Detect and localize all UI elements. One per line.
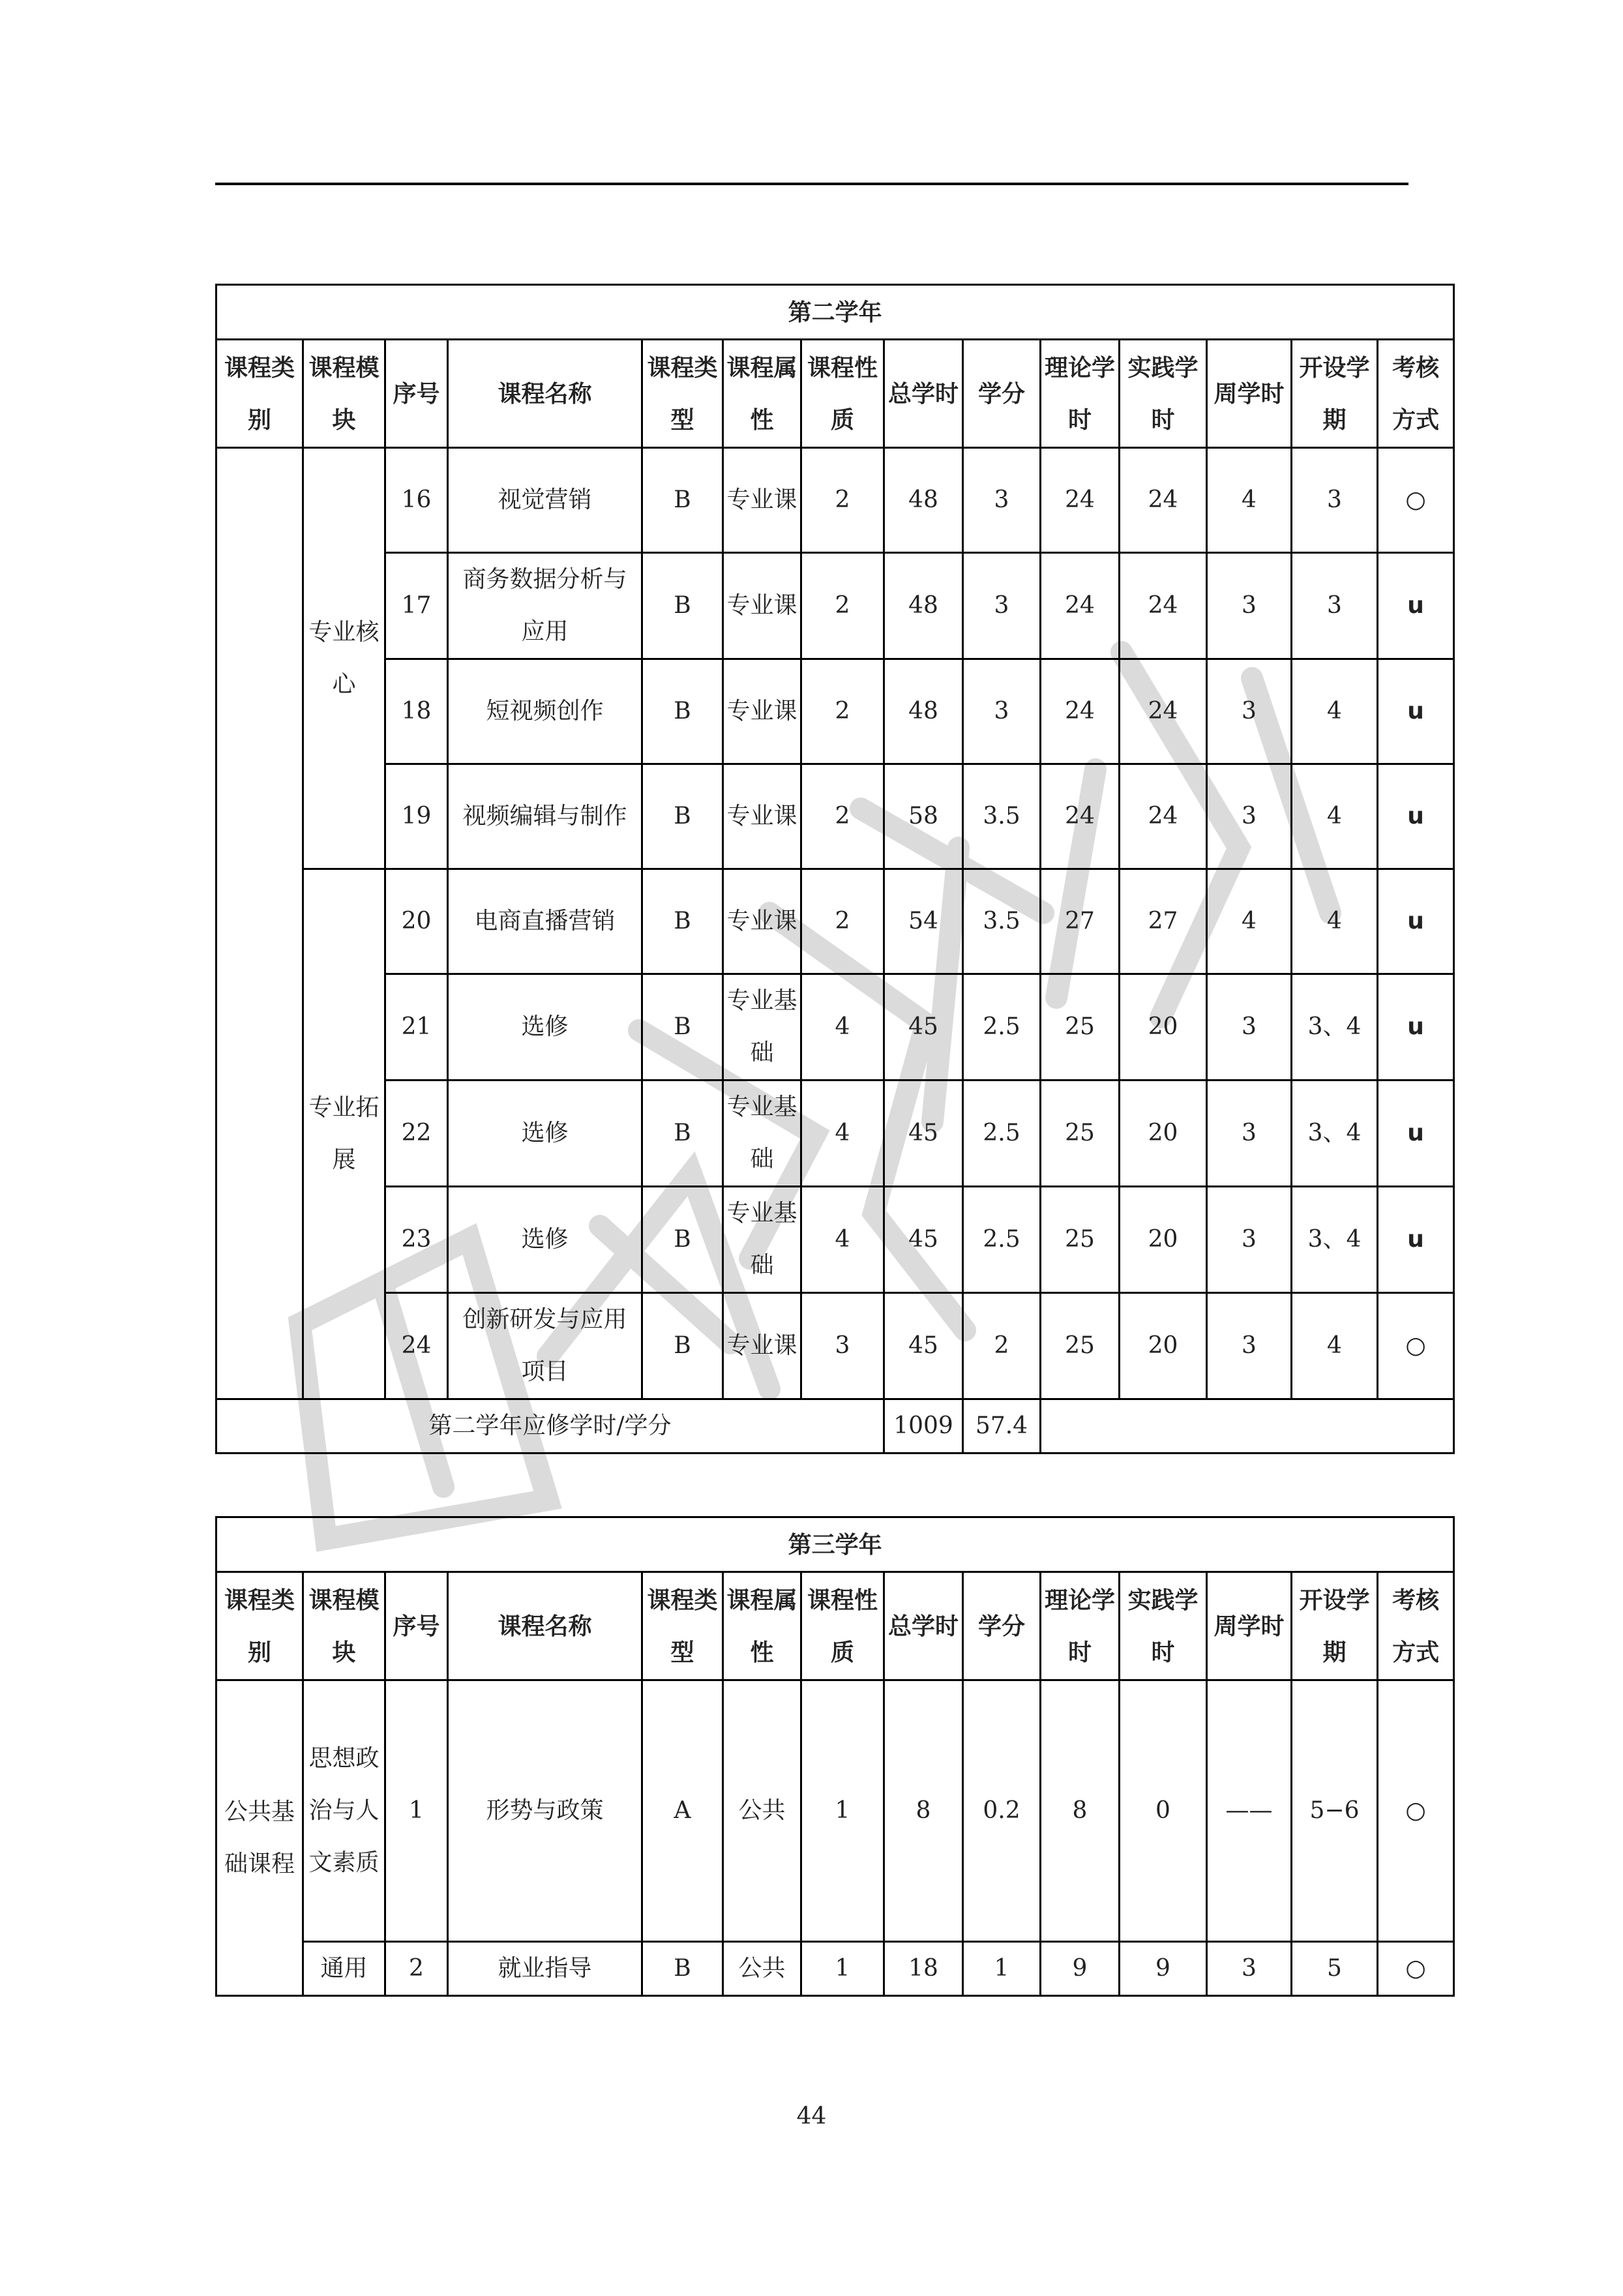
summary-credit: 57.4 bbox=[963, 1399, 1041, 1454]
row-name: 形势与政策 bbox=[448, 1680, 642, 1942]
row-type: B bbox=[642, 553, 723, 659]
row-type: A bbox=[642, 1680, 723, 1942]
row-term: 4 bbox=[1292, 764, 1378, 869]
table-row bbox=[216, 659, 1454, 764]
row-type: B bbox=[642, 1942, 723, 1996]
row-theory: 9 bbox=[1041, 1942, 1120, 1996]
header-practice: 实践学时 bbox=[1120, 340, 1207, 448]
row-attr: 专业基础 bbox=[723, 974, 801, 1081]
row-hours: 18 bbox=[884, 1942, 963, 1996]
row-name: 选修 bbox=[448, 1187, 642, 1293]
row-no: 19 bbox=[385, 764, 448, 869]
row-credit: 3.5 bbox=[963, 764, 1041, 869]
row-weekly: 3 bbox=[1207, 974, 1292, 1081]
row-weekly: 3 bbox=[1207, 553, 1292, 659]
row-practice: 20 bbox=[1120, 1187, 1207, 1293]
row-no: 20 bbox=[385, 869, 448, 974]
row-term: 5 bbox=[1292, 1942, 1378, 1996]
row-hours: 48 bbox=[884, 448, 963, 553]
row-credit: 0.2 bbox=[963, 1680, 1041, 1942]
row-no: 17 bbox=[385, 553, 448, 659]
table-row bbox=[216, 1081, 1454, 1187]
header-rule bbox=[215, 183, 1408, 185]
row-no: 23 bbox=[385, 1187, 448, 1293]
summary-empty bbox=[1041, 1399, 1454, 1454]
header-name: 课程名称 bbox=[448, 340, 642, 448]
row-theory: 25 bbox=[1041, 1293, 1120, 1399]
row-attr: 公共 bbox=[723, 1680, 801, 1942]
table-row bbox=[216, 1293, 1454, 1399]
header-term: 开设学期 bbox=[1292, 1572, 1378, 1680]
row-type: B bbox=[642, 448, 723, 553]
row-exam: u bbox=[1378, 553, 1454, 659]
row-practice: 24 bbox=[1120, 764, 1207, 869]
header-hours: 总学时 bbox=[884, 1572, 963, 1680]
row-term: 5−6 bbox=[1292, 1680, 1378, 1942]
header-attr: 课程属性 bbox=[723, 1572, 801, 1680]
summary-label: 第二学年应修学时/学分 bbox=[216, 1399, 884, 1454]
row-weekly: 3 bbox=[1207, 1942, 1292, 1996]
table-row bbox=[216, 1187, 1454, 1293]
row-name: 商务数据分析与应用 bbox=[448, 553, 642, 659]
header-theory: 理论学时 bbox=[1041, 340, 1120, 448]
row-theory: 24 bbox=[1041, 553, 1120, 659]
row-exam: u bbox=[1378, 974, 1454, 1081]
row-no: 18 bbox=[385, 659, 448, 764]
row-nature: 2 bbox=[801, 869, 884, 974]
row-exam: u bbox=[1378, 764, 1454, 869]
header-category: 课程类别 bbox=[216, 1572, 303, 1680]
row-hours: 48 bbox=[884, 659, 963, 764]
header-no: 序号 bbox=[385, 1572, 448, 1680]
row-hours: 45 bbox=[884, 974, 963, 1081]
row-practice: 24 bbox=[1120, 448, 1207, 553]
row-theory: 25 bbox=[1041, 1187, 1120, 1293]
year3-title: 第三学年 bbox=[216, 1517, 1454, 1572]
row-term: 3 bbox=[1292, 448, 1378, 553]
row-weekly: 3 bbox=[1207, 764, 1292, 869]
summary-row bbox=[216, 1399, 1454, 1454]
row-nature: 2 bbox=[801, 553, 884, 659]
table-row bbox=[216, 869, 1454, 974]
row-no: 21 bbox=[385, 974, 448, 1081]
row-practice: 0 bbox=[1120, 1680, 1207, 1942]
table-row bbox=[216, 974, 1454, 1081]
row-hours: 48 bbox=[884, 553, 963, 659]
row-no: 24 bbox=[385, 1293, 448, 1399]
row-theory: 25 bbox=[1041, 1081, 1120, 1187]
row-attr: 专业课 bbox=[723, 659, 801, 764]
row-attr: 专业课 bbox=[723, 869, 801, 974]
row-hours: 54 bbox=[884, 869, 963, 974]
row-term: 3、4 bbox=[1292, 1081, 1378, 1187]
row-practice: 20 bbox=[1120, 1081, 1207, 1187]
year2-header-row bbox=[216, 340, 1454, 448]
row-practice: 27 bbox=[1120, 869, 1207, 974]
row-name: 短视频创作 bbox=[448, 659, 642, 764]
row-exam: u bbox=[1378, 869, 1454, 974]
header-no: 序号 bbox=[385, 340, 448, 448]
row-exam: ○ bbox=[1378, 1680, 1454, 1942]
row-theory: 24 bbox=[1041, 448, 1120, 553]
row-nature: 3 bbox=[801, 1293, 884, 1399]
row-weekly: —— bbox=[1207, 1680, 1292, 1942]
row-attr: 专业基础 bbox=[723, 1081, 801, 1187]
header-nature: 课程性质 bbox=[801, 340, 884, 448]
module-extension: 专业拓展 bbox=[303, 869, 385, 1399]
header-theory: 理论学时 bbox=[1041, 1572, 1120, 1680]
header-practice: 实践学时 bbox=[1120, 1572, 1207, 1680]
row-no: 1 bbox=[385, 1680, 448, 1942]
row-theory: 27 bbox=[1041, 869, 1120, 974]
category-public-basic: 公共基础课程 bbox=[216, 1680, 303, 1996]
header-weekly: 周学时 bbox=[1207, 340, 1292, 448]
row-type: B bbox=[642, 974, 723, 1081]
row-no: 2 bbox=[385, 1942, 448, 1996]
row-term: 4 bbox=[1292, 659, 1378, 764]
row-attr: 专业课 bbox=[723, 1293, 801, 1399]
row-hours: 45 bbox=[884, 1293, 963, 1399]
row-no: 16 bbox=[385, 448, 448, 553]
row-exam: ○ bbox=[1378, 1942, 1454, 1996]
row-theory: 25 bbox=[1041, 974, 1120, 1081]
row-attr: 专业课 bbox=[723, 448, 801, 553]
year3-course-table bbox=[215, 1516, 1455, 1997]
row-nature: 4 bbox=[801, 1081, 884, 1187]
row-nature: 4 bbox=[801, 974, 884, 1081]
row-term: 3、4 bbox=[1292, 1187, 1378, 1293]
row-nature: 2 bbox=[801, 659, 884, 764]
row-practice: 20 bbox=[1120, 1293, 1207, 1399]
row-weekly: 3 bbox=[1207, 1293, 1292, 1399]
header-term: 开设学期 bbox=[1292, 340, 1378, 448]
row-attr: 公共 bbox=[723, 1942, 801, 1996]
row-nature: 2 bbox=[801, 448, 884, 553]
row-name: 视频编辑与制作 bbox=[448, 764, 642, 869]
header-category: 课程类别 bbox=[216, 340, 303, 448]
row-credit: 2.5 bbox=[963, 1081, 1041, 1187]
row-credit: 2.5 bbox=[963, 1187, 1041, 1293]
row-weekly: 4 bbox=[1207, 448, 1292, 553]
page-number: 44 bbox=[796, 2103, 827, 2130]
row-hours: 8 bbox=[884, 1680, 963, 1942]
row-type: B bbox=[642, 659, 723, 764]
header-attr: 课程属性 bbox=[723, 340, 801, 448]
row-hours: 45 bbox=[884, 1187, 963, 1293]
row-term: 3、4 bbox=[1292, 974, 1378, 1081]
module-core: 专业核心 bbox=[303, 448, 385, 869]
row-credit: 2.5 bbox=[963, 974, 1041, 1081]
summary-hours: 1009 bbox=[884, 1399, 963, 1454]
header-type: 课程类型 bbox=[642, 340, 723, 448]
row-attr: 专业课 bbox=[723, 764, 801, 869]
row-hours: 45 bbox=[884, 1081, 963, 1187]
header-hours: 总学时 bbox=[884, 340, 963, 448]
row-weekly: 3 bbox=[1207, 659, 1292, 764]
row-no: 22 bbox=[385, 1081, 448, 1187]
table-row bbox=[216, 448, 1454, 553]
row-practice: 20 bbox=[1120, 974, 1207, 1081]
row-name: 电商直播营销 bbox=[448, 869, 642, 974]
row-nature: 4 bbox=[801, 1187, 884, 1293]
header-weekly: 周学时 bbox=[1207, 1572, 1292, 1680]
row-type: B bbox=[642, 1081, 723, 1187]
row-term: 3 bbox=[1292, 553, 1378, 659]
row-credit: 3.5 bbox=[963, 869, 1041, 974]
header-name: 课程名称 bbox=[448, 1572, 642, 1680]
row-type: B bbox=[642, 764, 723, 869]
row-nature: 1 bbox=[801, 1680, 884, 1942]
row-nature: 1 bbox=[801, 1942, 884, 1996]
header-exam: 考核方式 bbox=[1378, 340, 1454, 448]
row-exam: ○ bbox=[1378, 1293, 1454, 1399]
header-credit: 学分 bbox=[963, 1572, 1041, 1680]
row-theory: 24 bbox=[1041, 764, 1120, 869]
row-theory: 8 bbox=[1041, 1680, 1120, 1942]
row-exam: u bbox=[1378, 1081, 1454, 1187]
row-name: 视觉营销 bbox=[448, 448, 642, 553]
table-row bbox=[216, 553, 1454, 659]
row-exam: u bbox=[1378, 659, 1454, 764]
row-hours: 58 bbox=[884, 764, 963, 869]
row-practice: 24 bbox=[1120, 659, 1207, 764]
header-nature: 课程性质 bbox=[801, 1572, 884, 1680]
row-type: B bbox=[642, 1293, 723, 1399]
row-term: 4 bbox=[1292, 1293, 1378, 1399]
header-exam: 考核方式 bbox=[1378, 1572, 1454, 1680]
row-credit: 2 bbox=[963, 1293, 1041, 1399]
row-nature: 2 bbox=[801, 764, 884, 869]
row-exam: ○ bbox=[1378, 448, 1454, 553]
row-credit: 3 bbox=[963, 659, 1041, 764]
row-attr: 专业基础 bbox=[723, 1187, 801, 1293]
row-credit: 3 bbox=[963, 553, 1041, 659]
row-practice: 9 bbox=[1120, 1942, 1207, 1996]
header-module: 课程模块 bbox=[303, 340, 385, 448]
row-credit: 3 bbox=[963, 448, 1041, 553]
category-cell-empty bbox=[216, 448, 303, 1399]
row-credit: 1 bbox=[963, 1942, 1041, 1996]
row-weekly: 3 bbox=[1207, 1187, 1292, 1293]
row-name: 选修 bbox=[448, 974, 642, 1081]
row-type: B bbox=[642, 1187, 723, 1293]
header-type: 课程类型 bbox=[642, 1572, 723, 1680]
row-weekly: 4 bbox=[1207, 869, 1292, 974]
row-name: 选修 bbox=[448, 1081, 642, 1187]
row-name: 创新研发与应用项目 bbox=[448, 1293, 642, 1399]
table-row bbox=[216, 1680, 1454, 1942]
header-credit: 学分 bbox=[963, 340, 1041, 448]
row-practice: 24 bbox=[1120, 553, 1207, 659]
row-theory: 24 bbox=[1041, 659, 1120, 764]
table-row bbox=[216, 1942, 1454, 1996]
row-module: 思想政治与人文素质 bbox=[303, 1680, 385, 1942]
header-module: 课程模块 bbox=[303, 1572, 385, 1680]
table-row bbox=[216, 764, 1454, 869]
row-module: 通用 bbox=[303, 1942, 385, 1996]
row-exam: u bbox=[1378, 1187, 1454, 1293]
row-type: B bbox=[642, 869, 723, 974]
row-weekly: 3 bbox=[1207, 1081, 1292, 1187]
row-attr: 专业课 bbox=[723, 553, 801, 659]
year2-course-table bbox=[215, 284, 1455, 1454]
row-term: 4 bbox=[1292, 869, 1378, 974]
year2-title: 第二学年 bbox=[216, 285, 1454, 340]
year3-header-row bbox=[216, 1572, 1454, 1680]
row-name: 就业指导 bbox=[448, 1942, 642, 1996]
